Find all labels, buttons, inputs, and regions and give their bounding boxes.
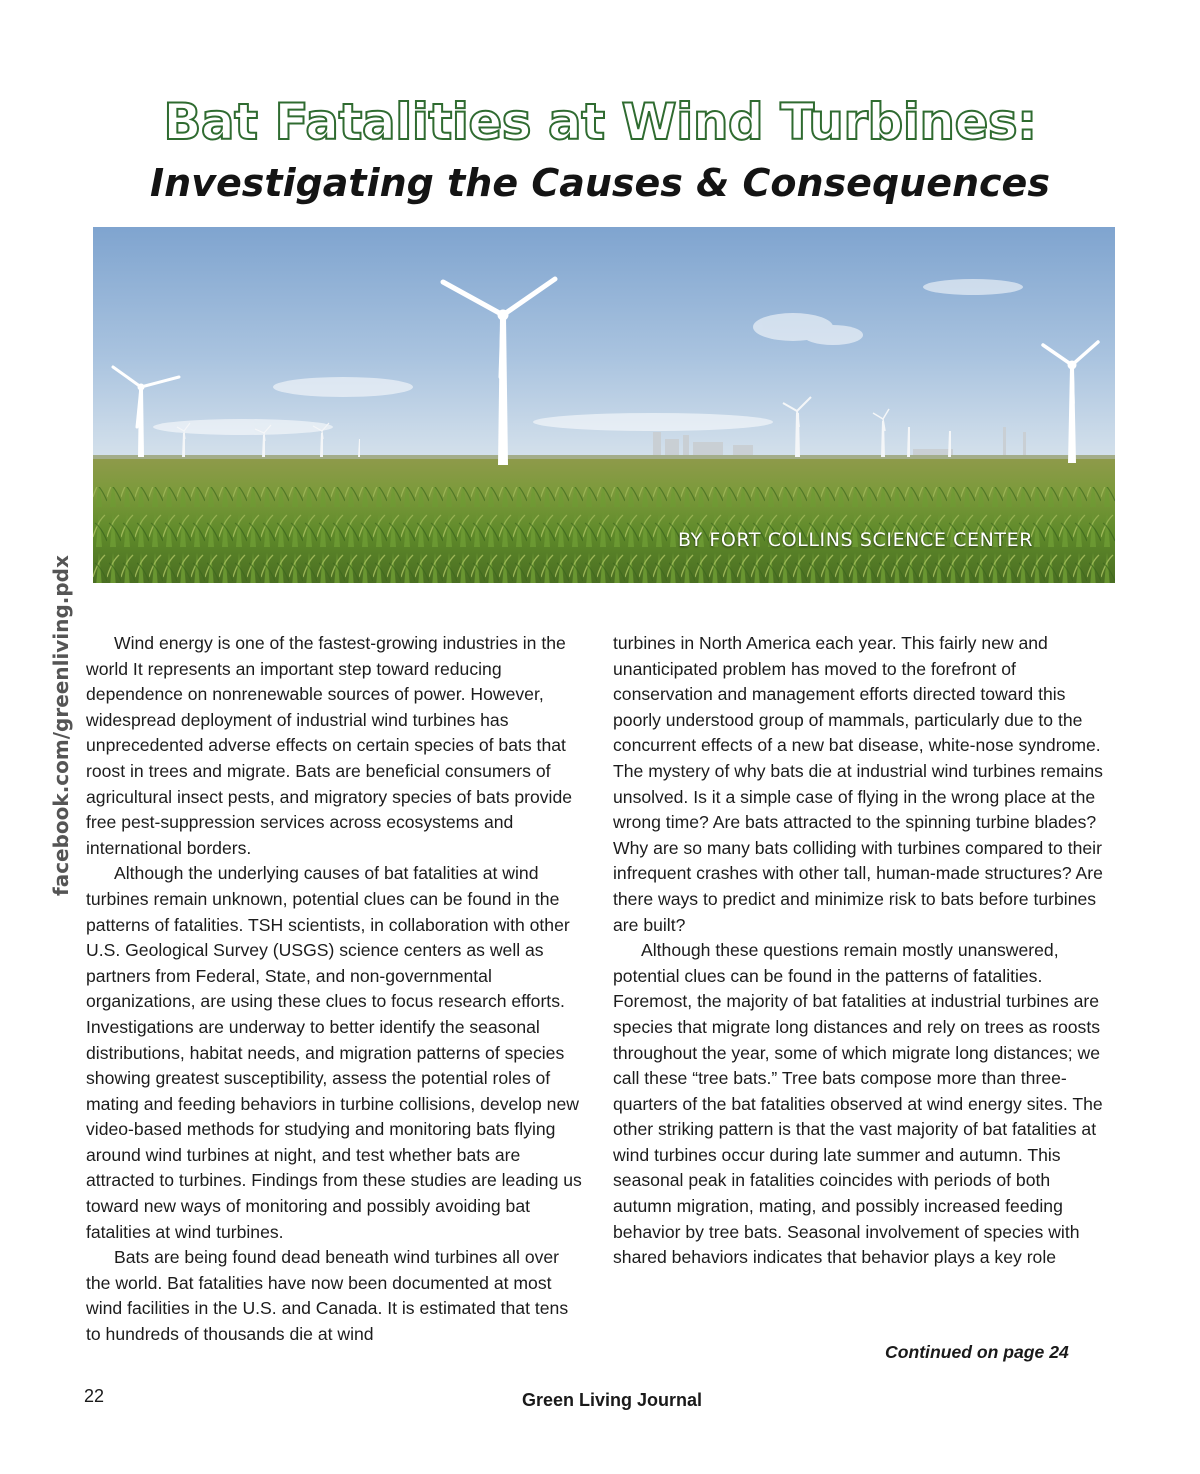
article-column-right: [613, 631, 1113, 1271]
article-subtitle: Investigating the Causes & Consequences: [150, 161, 1050, 205]
facebook-url-text: facebook.com/greenliving.pdx: [49, 555, 73, 896]
paragraph: Wind energy is one of the fastest-growing industries in the world It represents an important step toward reducing dependence on nonrenewable sources of power. However, widespread deployment of industrial wind turbines has unprecedented adverse effects on certain species of bats that roost in trees and migrate. Bats are beneficial consumers of agricultural insect pests, and migratory species of bats provide free pest-suppression services across ecosystems and international borders.: [86, 633, 573, 858]
sidebar-url: [48, 556, 74, 896]
paragraph: Bats are being found dead beneath wind turbines all over the world. Bat fatalities have now been documented at most wind facilities in the U.S. and Canada. It is estimated that tens to hundreds of thousands die at wind: [86, 1247, 569, 1345]
continued-note: Continued on page 24: [885, 1342, 1069, 1362]
paragraph: Although these questions remain mostly unanswered, potential clues can be found in the patterns of fatalities. Foremost, the majority of bat fatalities at industrial turbines are species that migrate long distances and rely on trees as roosts throughout the year, some of which migrate long distances; we call these “tree bats.” Tree bats compose more than three-quarters of the bat fatalities observed at wind energy sites. The other striking pattern is that the vast majority of bat fatalities at wind turbines occur during late summer and autumn. This seasonal peak in fatalities coincides with periods of both autumn migration, mating, and possibly increased feeding behavior by tree bats. Seasonal involvement of species with shared behaviors indicates that behavior plays a key role: [613, 940, 1103, 1268]
hero-photo: [93, 227, 1115, 583]
page-number: 22: [84, 1386, 105, 1406]
article-title: Bat Fatalities at Wind Turbines:: [163, 93, 1037, 151]
journal-name: Green Living Journal: [521, 1390, 703, 1410]
photo-byline: BY FORT COLLINS SCIENCE CENTER: [677, 529, 1033, 551]
paragraph: turbines in North America each year. This fairly new and unanticipated problem has moved to the forefront of conservation and management efforts directed toward this poorly understood group of mammals, particularly due to the concurrent effects of a new bat disease, white-nose syndrome. The mystery of why bats die at industrial wind turbines remains unsolved. Is it a simple case of flying in the wrong place at the wrong time? Are bats attracted to the spinning turbine blades? Why are so many bats colliding with turbines compared to their infrequent crashes with other tall, human-made structures? Are there ways to predict and minimize risk to bats before turbines are built?: [613, 633, 1103, 935]
article-column-left: [86, 631, 586, 1348]
paragraph: Although the underlying causes of bat fatalities at wind turbines remain unknown, potential clues can be found in the patterns of fatalities. TSH scientists, in collaboration with other U.S. Geological Survey (USGS) science centers as well as partners from Federal, State, and non-governmental organizations, are using these clues to focus research efforts. Investigations are underway to better identify the seasonal distributions, habitat needs, and migration patterns of species showing greatest susceptibility, assess the potential roles of mating and feeding behaviors in turbine collisions, develop new video-based methods for studying and monitoring bats flying around wind turbines at night, and test whether bats are attracted to turbines. Findings from these studies are leading us toward new ways of monitoring and possibly avoiding bat fatalities at wind turbines.: [86, 863, 582, 1242]
